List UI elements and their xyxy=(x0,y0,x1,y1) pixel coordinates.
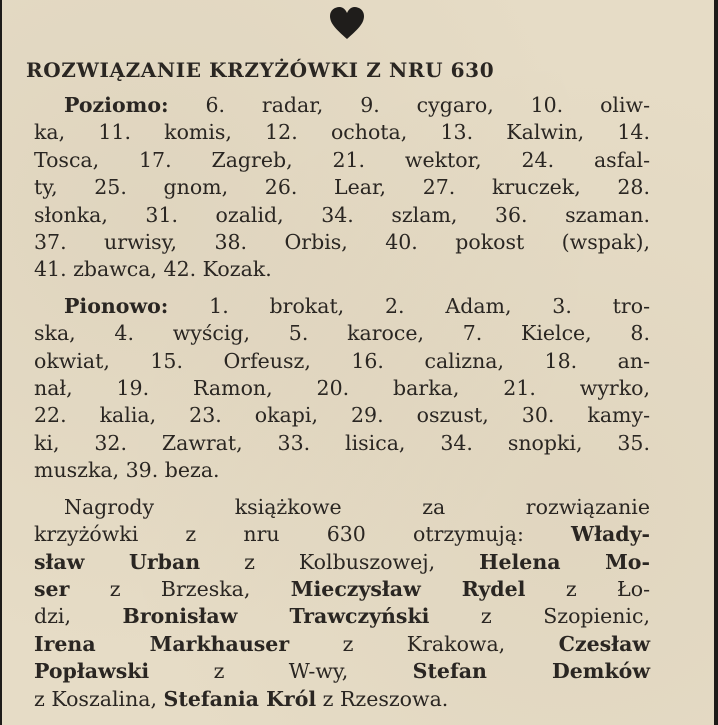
pionowo-line: ki, 32. Zawrat, 33. lisica, 34. snopki, 35. xyxy=(34,430,650,455)
pionowo-line: 22. kalia, 23. okapi, 29. oszust, 30. kamy- xyxy=(34,403,650,428)
pionowo-line: 1. brokat, 2. Adam, 3. tro- xyxy=(168,293,650,318)
poziomo-section xyxy=(34,92,650,284)
pionowo-line: ska, 4. wyścig, 5. karoce, 7. Kielce, 8. xyxy=(34,321,650,346)
winner-town: z Szopienic, xyxy=(429,604,650,629)
winner-name: Popławski xyxy=(34,659,150,684)
page-title: ROZWIĄZANIE KRZYŻÓWKI Z NRU 630 xyxy=(26,58,495,82)
winner-name: Bronisław Trawczyński xyxy=(122,604,430,629)
winner-town: z Brzeska, xyxy=(69,576,291,601)
winner-town: z Kolbuszowej, xyxy=(200,549,480,574)
winner-town: dzi, xyxy=(34,604,123,629)
nagrody-text: krzyżówki z nru 630 otrzymują: xyxy=(34,522,572,547)
winner-town: z Rzeszowa. xyxy=(316,686,449,711)
winner-town: z W-wy, xyxy=(149,659,413,684)
winner-name: Włady- xyxy=(571,522,650,547)
pionowo-section xyxy=(34,293,650,485)
winner-name: Irena Markhauser xyxy=(34,631,290,656)
nagrody-section xyxy=(34,494,650,713)
article-body xyxy=(34,92,650,713)
pionowo-line: okwiat, 15. Orfeusz, 16. calizna, 18. an- xyxy=(34,348,650,373)
nagrody-line: Nagrody książkowe za rozwiązanie xyxy=(64,494,650,519)
poziomo-label: Poziomo: xyxy=(64,93,169,117)
poziomo-line: 41. zbawca, 42. Kozak. xyxy=(34,257,272,282)
winner-name: Stefania Król xyxy=(163,686,317,711)
winner-name: Czesław xyxy=(558,631,650,656)
winner-name: Helena Mo- xyxy=(479,549,650,574)
heart-icon xyxy=(329,6,365,42)
pionowo-line: muszka, 39. beza. xyxy=(34,458,220,483)
pionowo-line: nał, 19. Ramon, 20. barka, 21. wyrko, xyxy=(34,376,650,401)
winner-name: Mieczysław Rydel xyxy=(290,576,526,601)
poziomo-line: 6. radar, 9. cygaro, 10. oliw- xyxy=(168,93,650,117)
poziomo-line: ka, 11. komis, 12. ochota, 13. Kalwin, 14. xyxy=(34,120,650,145)
poziomo-line: ty, 25. gnom, 26. Lear, 27. kruczek, 28. xyxy=(34,175,650,200)
poziomo-line: słonka, 31. ozalid, 34. szlam, 36. szaman. xyxy=(34,202,650,227)
winner-name: Stefan Demków xyxy=(412,659,651,684)
winner-name: sław Urban xyxy=(34,549,201,574)
poziomo-line: 37. urwisy, 38. Orbis, 40. pokost (wspak), xyxy=(34,230,650,255)
winner-town: z Krakowa, xyxy=(289,631,559,656)
winner-town: z Ło- xyxy=(525,576,650,601)
pionowo-label: Pionowo: xyxy=(64,293,169,318)
winner-name: ser xyxy=(34,576,70,601)
poziomo-line: Tosca, 17. Zagreb, 21. wektor, 24. asfal- xyxy=(34,147,650,172)
winner-town: z Koszalina, xyxy=(34,686,164,711)
